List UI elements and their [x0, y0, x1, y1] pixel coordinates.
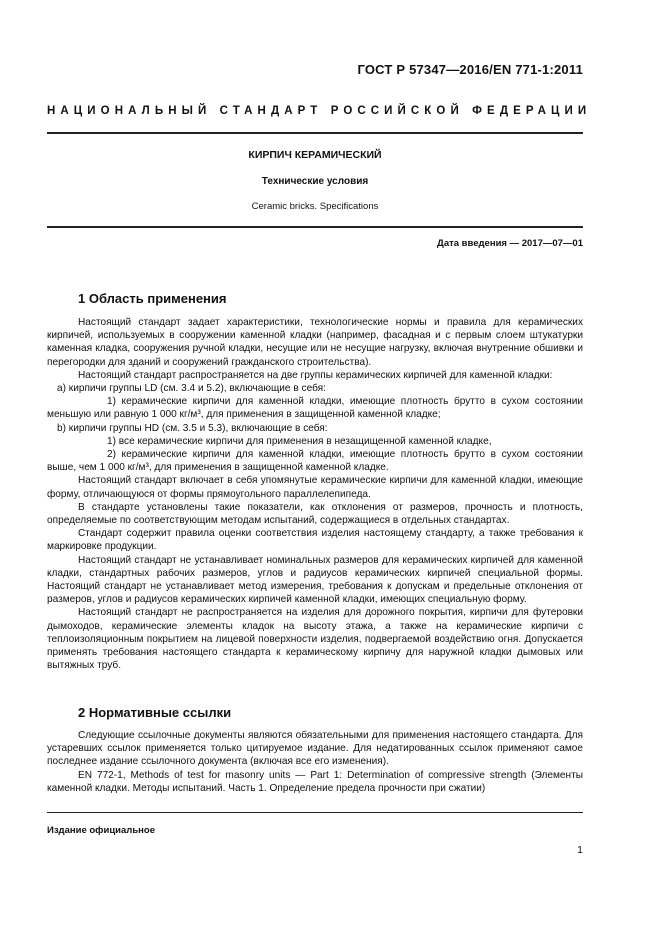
document-english-title: Ceramic bricks. Specifications [251, 201, 379, 212]
paragraph: Настоящий стандарт не устанавливает номинальных размеров для керамических кирпичей для каменной кладки, стандартных рабочих размеров, углов и радиусов керамических кирпичей специальной формы. Настоящий стандарт не устанавливает метод измерения, требования к допускам и предельные отклонения от размеров, углов и радиусов керамических кирпичей каменной кладки, имеющих специальную форму. [47, 554, 583, 606]
paragraph: Стандарт содержит правила оценки соответствия изделия настоящему стандарту, а также требования к маркировке продукции. [47, 528, 583, 553]
section-2-heading: 2 Нормативные ссылки [78, 705, 232, 720]
section-1-heading: 1 Область применения [78, 291, 227, 306]
header-divider [47, 132, 583, 134]
list-item: 2) керамические кирпичи для каменной кладки, имеющие плотность брутто в сухом состоянии выше, чем 1 000 кг/м³, для применения в защищенной каменной кладке. [47, 449, 583, 474]
document-title: КИРПИЧ КЕРАМИЧЕСКИЙ [248, 149, 382, 161]
paragraph: В стандарте установлены такие показатели, как отклонения от размеров, прочность и плотность, определяемые по соответствующим методам испытаний, содержащиеся в отдельных стандартах. [47, 501, 583, 527]
official-edition-label: Издание официальное [47, 825, 155, 836]
document-subtitle: Технические условия [261, 176, 369, 187]
title-divider [47, 226, 583, 228]
footer-divider [47, 812, 583, 813]
page-number: 1 [577, 844, 583, 856]
section-2-body [47, 729, 583, 795]
paragraph: Настоящий стандарт не распространяется на изделия для дорожного покрытия, кирпичи для футеровки дымоходов, керамические элементы кладок на высоту этажа, а также на керамические кирпичи с теплоизоляционным покрытием на лицевой поверхности изделия, подвергаемой воздействию огня. Допускается применять требования настоящего стандарта к керамическому кирпичу для наружной кладки дымовых или вытяжных труб. [47, 607, 583, 672]
paragraph: EN 772-1, Methods of test for masonry units — Part 1: Determination of compressive strength (Элементы каменной кладки. Методы испытаний. Часть 1. Определение предела прочности при сжатии) [47, 769, 583, 794]
paragraph: Настоящий стандарт включает в себя упомянутые керамические кирпичи для каменной кладки, имеющие форму, отличающуюся от формы прямоугольного параллелепипеда. [47, 475, 583, 500]
national-standard-heading: НАЦИОНАЛЬНЫЙ СТАНДАРТ РОССИЙСКОЙ ФЕДЕРАЦИИ [47, 105, 592, 117]
list-item: a) кирпичи группы LD (см. 3.4 и 5.2), включающие в себя: [57, 383, 326, 395]
list-item: 1) керамические кирпичи для каменной кладки, имеющие плотность брутто в сухом состоянии меньшую или равную 1 000 кг/м³, для применения в защищенной каменной кладке; [47, 396, 583, 421]
list-item: b) кирпичи группы HD (см. 3.5 и 5.3), включающие в себя: [57, 422, 328, 434]
paragraph: Следующие ссылочные документы являются обязательными для применения настоящего стандарта. Для устаревших ссылок применяется только цитируемое издание. Для недатированных ссылок применяют самое последнее издание ссылочного документа (включая все его изменения). [47, 730, 583, 768]
introduction-date: Дата введения — 2017—07—01 [437, 238, 583, 249]
paragraph: Настоящий стандарт задает характеристики, технологические нормы и правила для керамических кирпичей, используемых в сооружении каменной кладки (например, фасадная и с первым слоем штукатурки каменная кладка, сооружения ручной кладки, несущие или не несущие нагрузку, включая внутренние обшивки и перегородки для зданий и сооружений гражданского строительства). [47, 317, 583, 368]
list-item: 1) все керамические кирпичи для применения в незащищенной каменной кладке, [107, 435, 492, 447]
gost-code: ГОСТ Р 57347—2016/EN 771-1:2011 [357, 62, 583, 77]
section-1-body [47, 316, 583, 672]
paragraph: Настоящий стандарт распространяется на две группы керамических кирпичей для каменной кладки: [78, 369, 553, 381]
